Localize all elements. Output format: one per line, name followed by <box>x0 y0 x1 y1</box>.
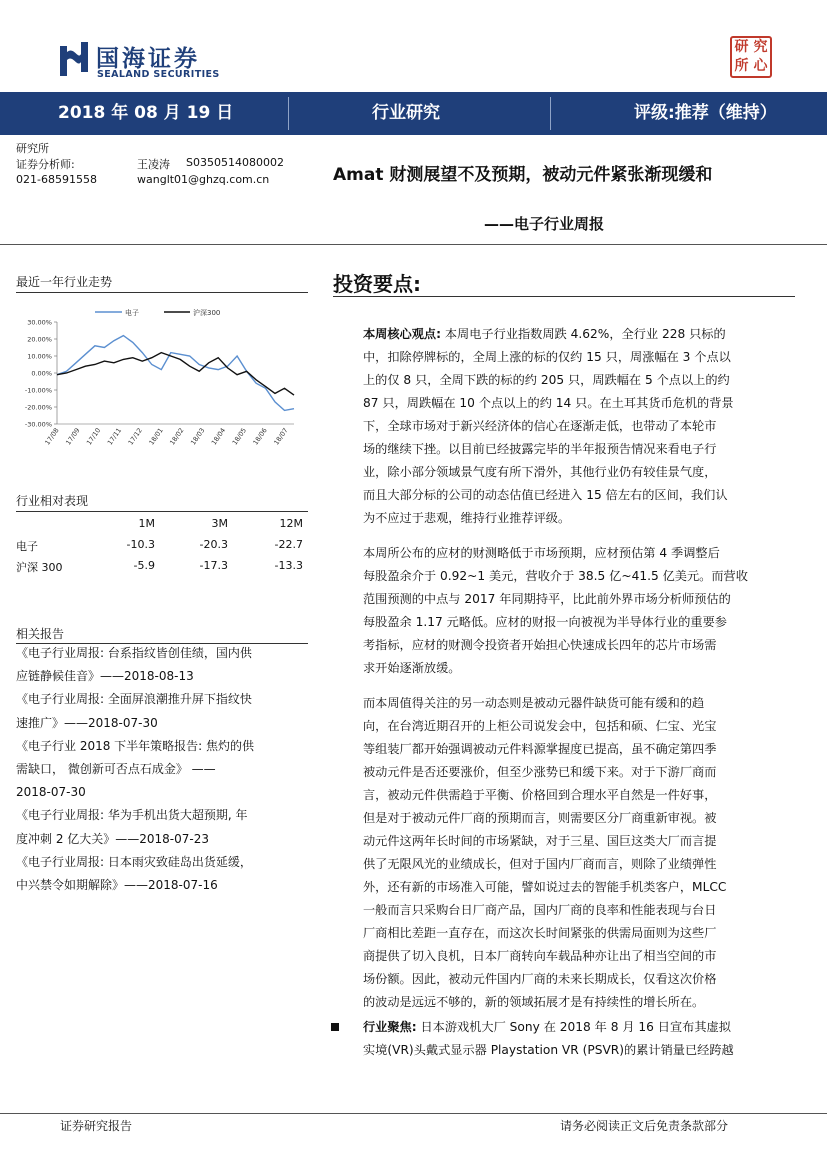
analyst-email[interactable]: wanglt01@ghzq.com.cn <box>137 173 270 186</box>
para-line: 而且大部分标的公司的动态估值已经进入 15 倍左右的区间，我们认 <box>363 488 728 502</box>
banner-divider <box>550 97 551 130</box>
series-line-hs300 <box>57 353 294 396</box>
report-title: Amat 财测展望不及预期，被动元件紧张渐现缓和 <box>333 165 713 185</box>
logo-english-name: SEALAND SECURITIES <box>97 69 220 80</box>
institute-label: 研究所 <box>16 142 49 155</box>
para-line: 本周所公布的应材的财测略低于市场预期，应材预估第 4 季调整后 <box>363 546 720 560</box>
row-hs300-3m: -17.3 <box>199 559 228 572</box>
col-1m: 1M <box>138 517 155 530</box>
row-hs300-1m: -5.9 <box>133 559 155 572</box>
amat-paragraph <box>363 542 793 680</box>
x-tick-label: 18/05 <box>230 426 249 447</box>
reports-heading: 相关报告 <box>16 627 65 641</box>
analyst-phone: 021-68591558 <box>16 173 97 186</box>
report-rating: 评级:推荐（维持） <box>634 103 777 123</box>
para-line: 场份额。因此，被动元件国内厂商的未来长期成长，仅看这次价格 <box>363 972 717 986</box>
key-points-rule <box>333 296 795 297</box>
para-line: 供了无限风光的业绩成长，但对于国内厂商而言，则除了业绩弹性 <box>363 857 717 871</box>
x-tick-label: 18/07 <box>272 426 290 447</box>
industry-focus-label: 行业聚焦: <box>363 1020 417 1034</box>
analyst-cert: S0350514080002 <box>186 156 284 169</box>
core-view-label: 本周核心观点: <box>363 327 441 341</box>
para-line: 等组装厂都开始强调被动元件料源掌握度已提高，虽不确定第四季 <box>363 742 717 756</box>
para-line: 业，除小部分领域景气度有所下滑外，其他行业仍有较佳景气度， <box>363 465 717 479</box>
report-line[interactable]: 需缺口， 微创新可否点石成金》 —— <box>16 762 216 777</box>
legend-label-electronics: 电子 <box>125 309 139 317</box>
para-line: 范围预测的中点与 2017 年同期持平，比此前外界市场分析师预估的 <box>363 592 731 606</box>
related-reports-list <box>16 642 308 897</box>
report-category: 行业研究 <box>372 103 440 123</box>
y-tick-label: 30.00% <box>27 318 52 327</box>
row-hs300-12m: -13.3 <box>274 559 303 572</box>
report-line[interactable]: 中兴禁令如期解除》——2018-07-16 <box>16 878 218 893</box>
bullet-square-icon <box>331 1023 339 1031</box>
y-tick-label: 20.00% <box>27 335 52 344</box>
row-electronics-3m: -20.3 <box>199 538 228 551</box>
footer-rule <box>0 1113 827 1114</box>
industry-focus-paragraph <box>363 1016 793 1062</box>
trend-heading: 最近一年行业走势 <box>16 275 113 289</box>
row-electronics-name: 电子 <box>16 540 38 553</box>
para-line: 下，全球市场对于新兴经济体的信心在逐渐走低，也带动了本轮市 <box>363 419 717 433</box>
passive-component-paragraph <box>363 692 793 1014</box>
x-tick-label: 18/02 <box>168 426 186 447</box>
para-line: 每股盈余介于 0.92~1 美元，营收介于 38.5 亿~41.5 亿美元。而营收 <box>363 569 748 583</box>
para-line: 考指标，应材的财测令投资者开始担心快速成长四年的芯片市场需 <box>363 638 717 652</box>
seal-char: 所 <box>734 58 749 74</box>
report-line[interactable]: 2018-07-30 <box>16 785 86 800</box>
para-line: 被动元件是否还要涨价，但至少涨势已和缓下来。对于下游厂商而 <box>363 765 717 779</box>
footer-disclaimer[interactable]: 请务必阅读正文后免责条款部分 <box>560 1119 729 1133</box>
para-line: 上的仅 8 只，全周下跌的标的约 205 只，周跌幅在 5 个点以上的约 <box>363 373 730 387</box>
report-line[interactable]: 《电子行业周报: 华为手机出货大超预期, 年 <box>16 808 248 823</box>
title-divider <box>0 244 827 245</box>
col-3m: 3M <box>211 517 228 530</box>
para-line: 商提供了切入良机，日本厂商转向车载品种亦让出了相当空间的市 <box>363 949 717 963</box>
row-hs300-name: 沪深 300 <box>16 561 63 574</box>
report-date: 2018 年 08 月 19 日 <box>58 103 234 123</box>
industry-trend-chart <box>12 300 308 460</box>
analyst-role: 证券分析师: <box>16 158 75 171</box>
x-tick-label: 17/09 <box>64 426 82 447</box>
x-tick-label: 17/08 <box>43 426 61 447</box>
report-subtitle: ——电子行业周报 <box>484 215 605 233</box>
para-line: 场的继续下挫。以目前已经披露完毕的半年报预告情况来看电子行 <box>363 442 717 456</box>
row-electronics-1m: -10.3 <box>126 538 155 551</box>
x-tick-label: 18/01 <box>147 426 165 447</box>
para-line: 厂商相比差距一直存在，而这次长时间紧张的供需局面则为这些厂 <box>363 926 717 940</box>
para-line: 但是对于被动元件厂商的预期而言，则需要区分厂商重新审视。被 <box>363 811 717 825</box>
x-tick-label: 17/11 <box>105 426 124 447</box>
para-line: 中，扣除停牌标的，全周上涨的标的仅约 15 只，周涨幅在 3 个点以 <box>363 350 731 364</box>
para-line: 为不应过于悲观，维持行业推荐评级。 <box>363 511 571 525</box>
report-line[interactable]: 速推广》——2018-07-30 <box>16 715 158 730</box>
para-line: 而本周值得关注的另一动态则是被动元器件缺货可能有缓和的趋 <box>363 696 705 710</box>
para-line: 的波动是远远不够的，新的领域拓展才是有持续性的增长所在。 <box>363 995 705 1009</box>
core-view-paragraph <box>363 323 793 530</box>
x-tick-label: 18/06 <box>251 426 269 447</box>
para-line: 动元件这两年长时间的市场紧缺，对于三星、国巨这类大厂而言提 <box>363 834 717 848</box>
report-line[interactable]: 《电子行业周报: 日本雨灾致硅岛出货延缓， <box>16 854 252 869</box>
y-tick-label: -30.00% <box>24 420 52 429</box>
report-line[interactable]: 《电子行业周报: 台系指纹皆创佳绩，国内供 <box>16 646 252 660</box>
y-tick-label: -10.00% <box>24 386 52 395</box>
key-points-heading: 投资要点: <box>333 272 421 296</box>
report-line[interactable]: 度冲刺 2 亿大关》——2018-07-23 <box>16 831 210 846</box>
x-tick-label: 18/04 <box>209 426 228 447</box>
para-line: 向，在台湾近期召开的上柜公司说发会中，包括和硕、仁宝、光宝 <box>363 719 717 733</box>
para-line: 求开始逐渐放缓。 <box>363 661 461 675</box>
report-line[interactable]: 《电子行业 2018 下半年策略报告: 焦灼的供 <box>16 738 255 753</box>
x-tick-label: 18/03 <box>189 426 207 447</box>
x-tick-label: 17/10 <box>84 426 103 447</box>
x-tick-label: 17/12 <box>126 426 144 447</box>
seal-char: 研 <box>734 39 749 55</box>
relative-heading: 行业相对表现 <box>16 494 89 508</box>
trend-heading-rule <box>16 292 308 293</box>
col-12m: 12M <box>279 517 303 530</box>
para-line: 每股盈余 1.17 元略低。应材的财报一向被视为半导体行业的重要参 <box>363 615 727 629</box>
y-tick-label: -20.00% <box>24 403 52 412</box>
series-line-electronics <box>57 336 294 411</box>
para-line: 87 只，周跌幅在 10 个点以上的约 14 只。在土耳其货币危机的背景 <box>363 396 734 410</box>
para-line: 言，被动元件供需趋于平衡、价格回到合理水平自然是一件好事， <box>363 788 717 802</box>
analyst-name: 王凌涛 <box>137 158 170 171</box>
seal-char: 心 <box>753 58 768 74</box>
y-tick-label: 10.00% <box>27 352 52 361</box>
legend-label-hs300: 沪深300 <box>193 309 221 317</box>
research-seal-stamp <box>730 36 772 78</box>
report-line[interactable]: 应链静候佳音》——2018-08-13 <box>16 669 194 684</box>
industry-focus-first-line: 日本游戏机大厂 Sony 在 2018 年 8 月 16 日宣布其虚拟 <box>416 1020 731 1034</box>
sealand-logo-icon <box>60 42 88 76</box>
relative-heading-rule <box>16 511 308 512</box>
row-electronics-12m: -22.7 <box>274 538 303 551</box>
para-line: 实境(VR)头戴式显示器 Playstation VR (PSVR)的累计销量已经跨越 <box>363 1043 734 1057</box>
logo-chinese-name: 国海证券 <box>96 46 200 72</box>
report-line[interactable]: 《电子行业周报: 全面屏浪潮推升屏下指纹快 <box>16 692 252 707</box>
core-view-first-line: 本周电子行业指数周跌 4.62%，全行业 228 只标的 <box>441 327 726 341</box>
y-tick-label: 0.00% <box>31 369 52 378</box>
para-line: 一般而言只采购台日厂商产品，国内厂商的良率和性能表现与台日 <box>363 903 717 917</box>
banner-divider <box>288 97 289 130</box>
footer-left-text: 证券研究报告 <box>60 1119 133 1133</box>
seal-char: 究 <box>753 39 768 55</box>
para-line: 外，还有新的市场准入可能，譬如说过去的智能手机类客户，MLCC <box>363 880 727 894</box>
